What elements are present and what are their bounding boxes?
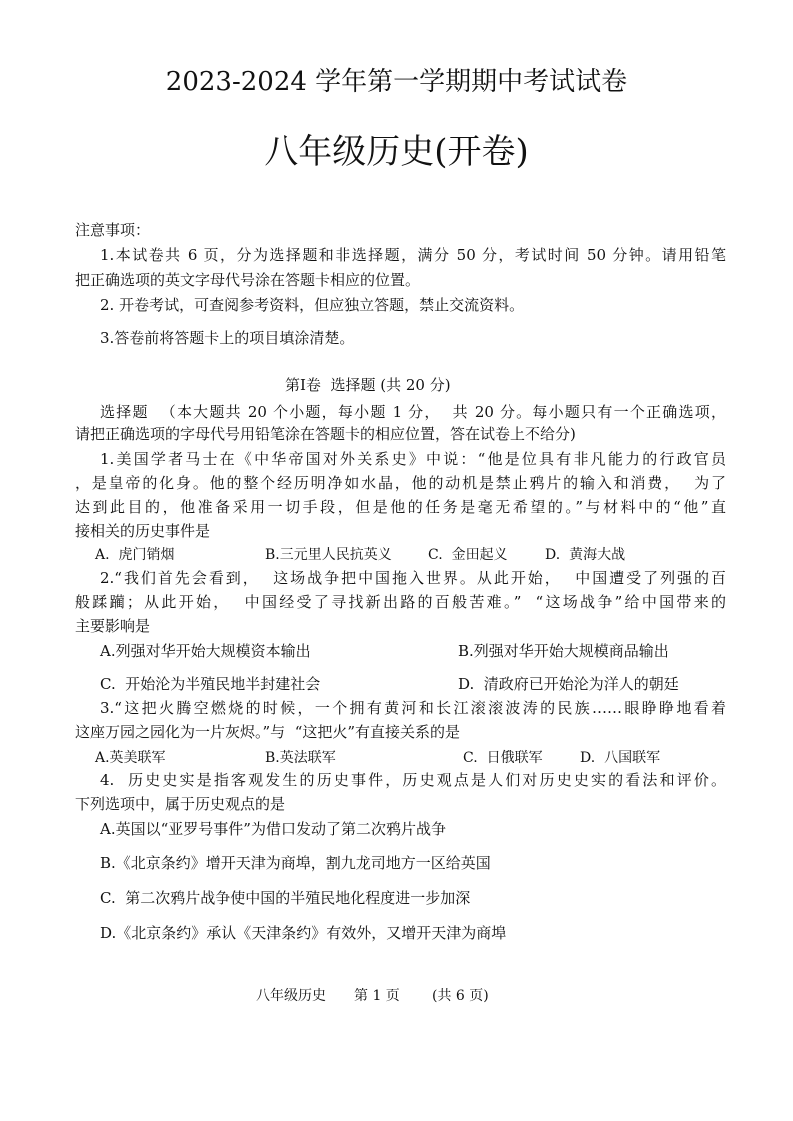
question-1-line-4: 接相关的历史事件是 — [75, 522, 211, 540]
question-4-option-d: D.《北京条约》承认《天津条约》有效外，又增开天津为商埠 — [100, 924, 507, 942]
question-3-option-c: C. 日俄联军 — [463, 750, 543, 766]
footer-subject: 八年级历史 — [256, 988, 326, 1004]
exam-title: 2023-2024 学年第一学期期中考试试卷 — [165, 67, 628, 97]
question-1-line-3: 达到此目的，他准备采用一切手段，但是他的任务是毫无希望的。”与材料中的“他”直 — [75, 498, 726, 516]
question-3-option-a: A.英美联军 — [95, 750, 166, 766]
question-2-option-a: A.列强对华开始大规模资本输出 — [100, 642, 311, 660]
question-4-line-1: 4. 历史史实是指客观发生的历史事件，历史观点是人们对历史史实的看法和评价。 — [100, 771, 726, 789]
question-4-line-2: 下列选项中，属于历史观点的是 — [75, 795, 286, 813]
question-4-option-b: B.《北京条约》增开天津为商埠，割九龙司地方一区给英国 — [100, 854, 491, 872]
question-2-option-d: D. 清政府已开始沦为洋人的朝廷 — [458, 675, 679, 693]
exam-subtitle: 八年级历史(开卷) — [264, 132, 529, 172]
question-3-option-b: B.英法联军 — [265, 750, 336, 766]
section-intro-line-1: 选择题 （本大题共 20 个小题，每小题 1 分， 共 20 分。每小题只有一个正确选项， — [100, 403, 726, 421]
question-1-line-2: ，是皇帝的化身。他的整个经历明净如水晶，他的动机是禁止鸦片的输入和消费， 为了 — [75, 474, 726, 492]
question-2-option-c: C. 开始沦为半殖民地半封建社会 — [100, 675, 321, 693]
section-heading: 第Ⅰ卷 选择题 (共 20 分) — [285, 376, 451, 394]
question-2-line-1: 2.“我们首先会看到， 这场战争把中国拖入世界。从此开始， 中国遭受了列强的百 — [100, 569, 726, 587]
question-4-option-a: A.英国以“亚罗号事件”为借口发动了第二次鸦片战争 — [100, 820, 446, 838]
question-1-option-a: A. 虎门销烟 — [95, 547, 175, 563]
question-3-line-2: 这座万园之园化为一片灰烬。”与 “这把火”有直接关系的是 — [75, 723, 461, 741]
notice-item-1-line-2: 把正确选项的英文字母代号涂在答题卡相应的位置。 — [75, 271, 421, 289]
notice-item-1-line-1: 1.本试卷共 6 页，分为选择题和非选择题，满分 50 分，考试时间 50 分钟。请用铅笔 — [100, 246, 726, 264]
footer-total-pages: (共 6 页) — [432, 988, 489, 1004]
question-2-option-b: B.列强对华开始大规模商品输出 — [458, 642, 669, 660]
question-1-option-b: B.三元里人民抗英义 — [265, 547, 392, 563]
question-2-line-3: 主要影响是 — [75, 617, 151, 635]
question-3-option-d: D. 八国联军 — [580, 750, 661, 766]
question-4-option-c: C. 第二次鸦片战争使中国的半殖民地化程度进一步加深 — [100, 889, 471, 907]
notice-item-2: 2. 开卷考试，可查阅参考资料，但应独立答题，禁止交流资料。 — [100, 296, 525, 314]
question-3-line-1: 3.“这把火腾空燃烧的时候，一个拥有黄河和长江滚滚波涛的民族……眼睁睁地看着 — [100, 699, 726, 717]
question-1-option-d: D. 黄海大战 — [545, 547, 626, 563]
notice-item-3: 3.答卷前将答题卡上的项目填涂清楚。 — [100, 329, 355, 347]
notice-heading: 注意事项： — [75, 221, 151, 239]
question-2-line-2: 般蹂躏；从此开始， 中国经受了寻找新出路的百般苦难。” “这场战争”给中国带来的 — [75, 593, 726, 611]
section-intro-line-2: 请把正确选项的字母代号用铅笔涂在答题卡的相应位置，答在试卷上不给分) — [75, 425, 576, 443]
footer-page-number: 第 1 页 — [354, 988, 400, 1004]
question-1-option-c: C. 金田起义 — [428, 547, 508, 563]
question-1-line-1: 1.美国学者马士在《中华帝国对外关系史》中说：“他是位具有非凡能力的行政官员 — [100, 450, 726, 468]
